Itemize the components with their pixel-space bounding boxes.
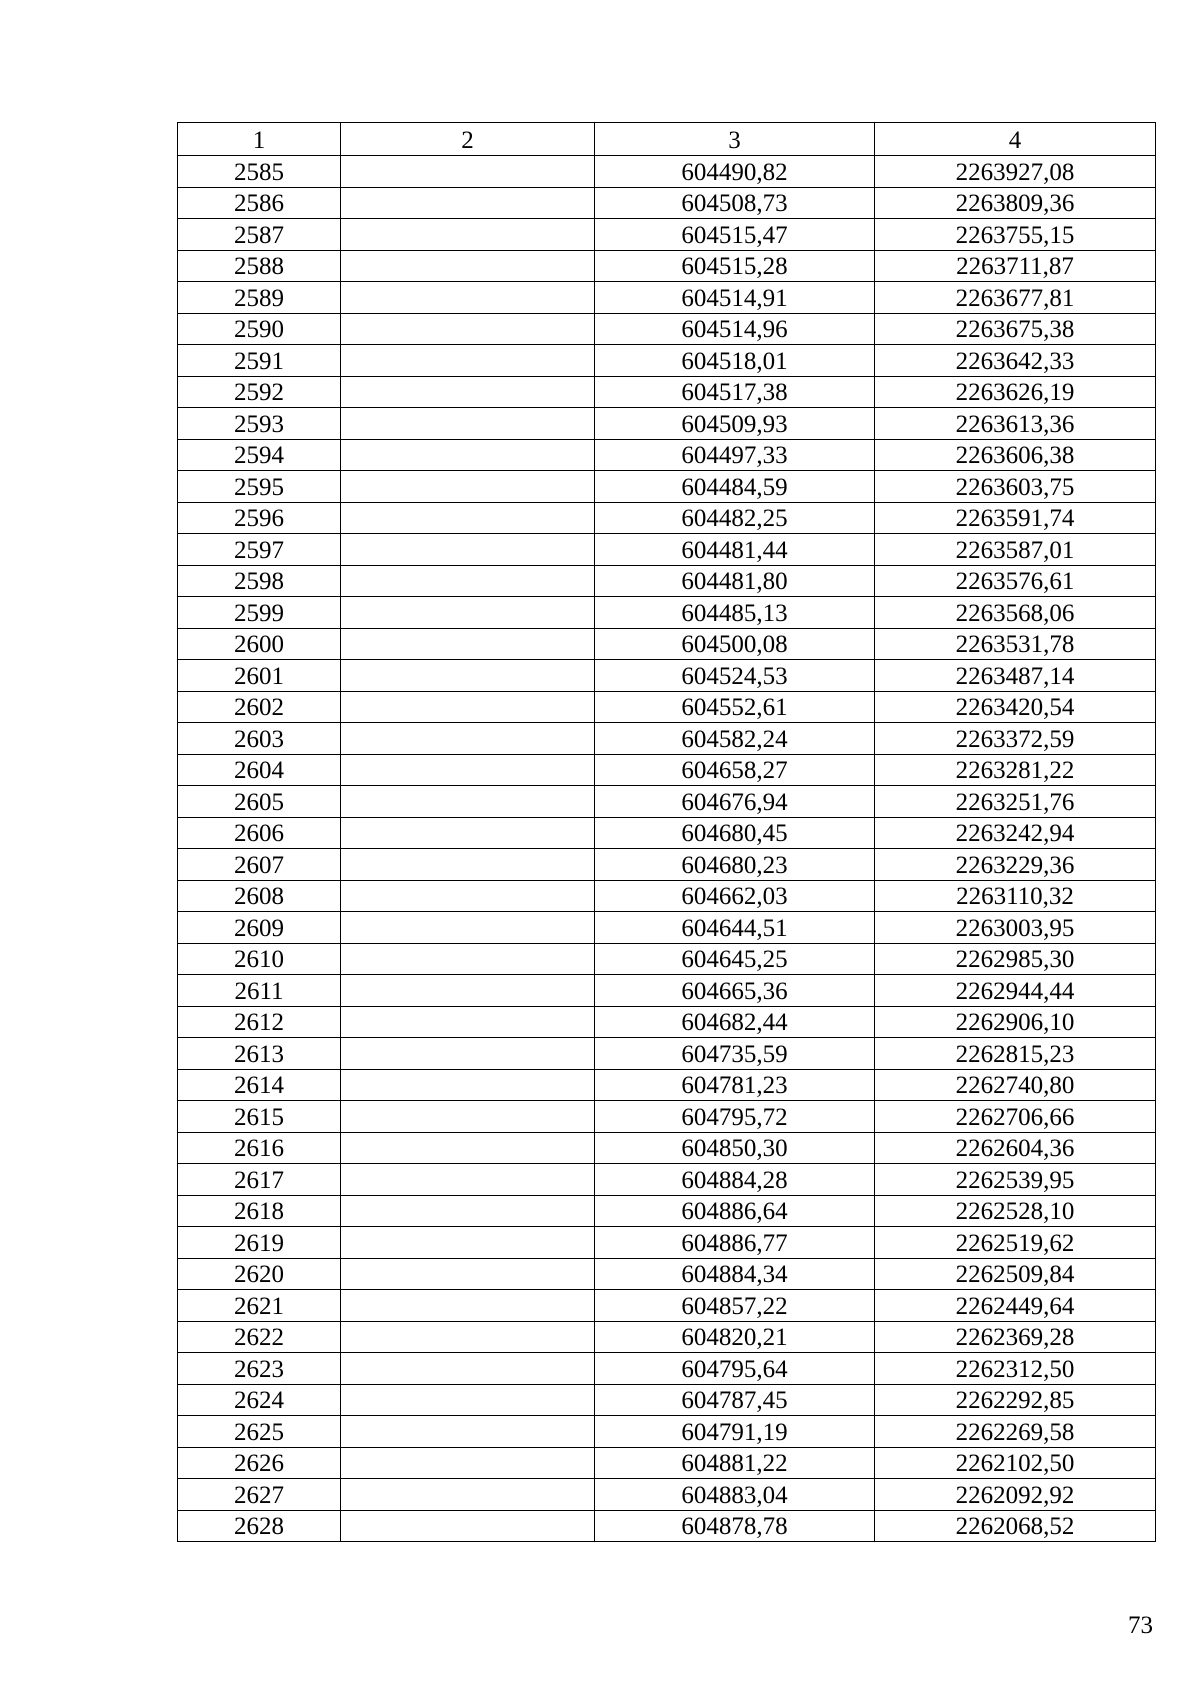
description-cell xyxy=(341,219,595,251)
description-cell xyxy=(341,1321,595,1353)
x-coordinate-cell: 604481,80 xyxy=(595,565,875,597)
x-coordinate-cell: 604883,04 xyxy=(595,1479,875,1511)
description-cell xyxy=(341,1353,595,1385)
y-coordinate-cell: 2263420,54 xyxy=(875,691,1156,723)
description-cell xyxy=(341,975,595,1007)
table-row xyxy=(178,1290,1156,1322)
table-row xyxy=(178,786,1156,818)
point-number-cell: 2607 xyxy=(178,849,341,881)
x-coordinate-cell: 604524,53 xyxy=(595,660,875,692)
table-row xyxy=(178,1101,1156,1133)
x-coordinate-cell: 604645,25 xyxy=(595,943,875,975)
description-cell xyxy=(341,1132,595,1164)
table-row xyxy=(178,471,1156,503)
x-coordinate-cell: 604514,96 xyxy=(595,313,875,345)
x-coordinate-cell: 604857,22 xyxy=(595,1290,875,1322)
y-coordinate-cell: 2263711,87 xyxy=(875,250,1156,282)
x-coordinate-cell: 604665,36 xyxy=(595,975,875,1007)
y-coordinate-cell: 2262944,44 xyxy=(875,975,1156,1007)
point-number-cell: 2617 xyxy=(178,1164,341,1196)
description-cell xyxy=(341,786,595,818)
x-coordinate-cell: 604552,61 xyxy=(595,691,875,723)
x-coordinate-cell: 604518,01 xyxy=(595,345,875,377)
description-cell xyxy=(341,1479,595,1511)
x-coordinate-cell: 604881,22 xyxy=(595,1447,875,1479)
x-coordinate-cell: 604884,34 xyxy=(595,1258,875,1290)
y-coordinate-cell: 2263576,61 xyxy=(875,565,1156,597)
table-row xyxy=(178,817,1156,849)
point-number-cell: 2600 xyxy=(178,628,341,660)
y-coordinate-cell: 2262369,28 xyxy=(875,1321,1156,1353)
point-number-cell: 2621 xyxy=(178,1290,341,1322)
description-cell xyxy=(341,1384,595,1416)
description-cell xyxy=(341,502,595,534)
y-coordinate-cell: 2263587,01 xyxy=(875,534,1156,566)
table-row xyxy=(178,345,1156,377)
y-coordinate-cell: 2262068,52 xyxy=(875,1510,1156,1542)
table-row xyxy=(178,1353,1156,1385)
description-cell xyxy=(341,943,595,975)
description-cell xyxy=(341,313,595,345)
x-coordinate-cell: 604644,51 xyxy=(595,912,875,944)
y-coordinate-cell: 2262539,95 xyxy=(875,1164,1156,1196)
y-coordinate-cell: 2262815,23 xyxy=(875,1038,1156,1070)
point-number-cell: 2594 xyxy=(178,439,341,471)
table-row xyxy=(178,723,1156,755)
point-number-cell: 2604 xyxy=(178,754,341,786)
table-row xyxy=(178,156,1156,188)
y-coordinate-cell: 2262292,85 xyxy=(875,1384,1156,1416)
description-cell xyxy=(341,691,595,723)
point-number-cell: 2628 xyxy=(178,1510,341,1542)
y-coordinate-cell: 2262528,10 xyxy=(875,1195,1156,1227)
table-row xyxy=(178,1164,1156,1196)
x-coordinate-cell: 604682,44 xyxy=(595,1006,875,1038)
x-coordinate-cell: 604485,13 xyxy=(595,597,875,629)
description-cell xyxy=(341,439,595,471)
description-cell xyxy=(341,754,595,786)
x-coordinate-cell: 604886,77 xyxy=(595,1227,875,1259)
y-coordinate-cell: 2263568,06 xyxy=(875,597,1156,629)
x-coordinate-cell: 604850,30 xyxy=(595,1132,875,1164)
point-number-cell: 2597 xyxy=(178,534,341,566)
description-cell xyxy=(341,408,595,440)
y-coordinate-cell: 2263242,94 xyxy=(875,817,1156,849)
point-number-cell: 2605 xyxy=(178,786,341,818)
x-coordinate-cell: 604820,21 xyxy=(595,1321,875,1353)
point-number-cell: 2611 xyxy=(178,975,341,1007)
y-coordinate-cell: 2263613,36 xyxy=(875,408,1156,440)
point-number-cell: 2599 xyxy=(178,597,341,629)
x-coordinate-cell: 604515,28 xyxy=(595,250,875,282)
y-coordinate-cell: 2263675,38 xyxy=(875,313,1156,345)
y-coordinate-cell: 2262449,64 xyxy=(875,1290,1156,1322)
table-row xyxy=(178,250,1156,282)
description-cell xyxy=(341,156,595,188)
table-row xyxy=(178,912,1156,944)
x-coordinate-cell: 604508,73 xyxy=(595,187,875,219)
table-row xyxy=(178,1069,1156,1101)
column-header-4: 4 xyxy=(875,123,1156,156)
description-cell xyxy=(341,1227,595,1259)
point-number-cell: 2616 xyxy=(178,1132,341,1164)
x-coordinate-cell: 604781,23 xyxy=(595,1069,875,1101)
description-cell xyxy=(341,1258,595,1290)
table-row xyxy=(178,1132,1156,1164)
description-cell xyxy=(341,1290,595,1322)
x-coordinate-cell: 604680,23 xyxy=(595,849,875,881)
table-row xyxy=(178,597,1156,629)
y-coordinate-cell: 2263677,81 xyxy=(875,282,1156,314)
x-coordinate-cell: 604658,27 xyxy=(595,754,875,786)
header-row xyxy=(178,123,1156,156)
description-cell xyxy=(341,1195,595,1227)
y-coordinate-cell: 2263281,22 xyxy=(875,754,1156,786)
description-cell xyxy=(341,723,595,755)
table-row xyxy=(178,1258,1156,1290)
x-coordinate-cell: 604497,33 xyxy=(595,439,875,471)
x-coordinate-cell: 604484,59 xyxy=(595,471,875,503)
table-row xyxy=(178,1479,1156,1511)
description-cell xyxy=(341,187,595,219)
table-row xyxy=(178,880,1156,912)
y-coordinate-cell: 2263110,32 xyxy=(875,880,1156,912)
table-row xyxy=(178,439,1156,471)
description-cell xyxy=(341,660,595,692)
description-cell xyxy=(341,1164,595,1196)
x-coordinate-cell: 604500,08 xyxy=(595,628,875,660)
point-number-cell: 2601 xyxy=(178,660,341,692)
y-coordinate-cell: 2262740,80 xyxy=(875,1069,1156,1101)
point-number-cell: 2609 xyxy=(178,912,341,944)
x-coordinate-cell: 604791,19 xyxy=(595,1416,875,1448)
table-row xyxy=(178,1321,1156,1353)
y-coordinate-cell: 2262706,66 xyxy=(875,1101,1156,1133)
table-row xyxy=(178,1195,1156,1227)
y-coordinate-cell: 2262269,58 xyxy=(875,1416,1156,1448)
y-coordinate-cell: 2262312,50 xyxy=(875,1353,1156,1385)
y-coordinate-cell: 2263372,59 xyxy=(875,723,1156,755)
table-row xyxy=(178,219,1156,251)
x-coordinate-cell: 604662,03 xyxy=(595,880,875,912)
description-cell xyxy=(341,1101,595,1133)
y-coordinate-cell: 2263487,14 xyxy=(875,660,1156,692)
description-cell xyxy=(341,849,595,881)
point-number-cell: 2608 xyxy=(178,880,341,912)
table-row xyxy=(178,628,1156,660)
table-body xyxy=(178,156,1156,1542)
description-cell xyxy=(341,1006,595,1038)
table-row xyxy=(178,408,1156,440)
description-cell xyxy=(341,471,595,503)
y-coordinate-cell: 2263531,78 xyxy=(875,628,1156,660)
point-number-cell: 2615 xyxy=(178,1101,341,1133)
table-row xyxy=(178,849,1156,881)
point-number-cell: 2598 xyxy=(178,565,341,597)
y-coordinate-cell: 2262906,10 xyxy=(875,1006,1156,1038)
x-coordinate-cell: 604509,93 xyxy=(595,408,875,440)
point-number-cell: 2622 xyxy=(178,1321,341,1353)
y-coordinate-cell: 2263251,76 xyxy=(875,786,1156,818)
x-coordinate-cell: 604481,44 xyxy=(595,534,875,566)
y-coordinate-cell: 2263591,74 xyxy=(875,502,1156,534)
description-cell xyxy=(341,628,595,660)
x-coordinate-cell: 604482,25 xyxy=(595,502,875,534)
x-coordinate-cell: 604515,47 xyxy=(595,219,875,251)
table-row xyxy=(178,691,1156,723)
description-cell xyxy=(341,250,595,282)
table-row xyxy=(178,565,1156,597)
table-row xyxy=(178,1038,1156,1070)
x-coordinate-cell: 604582,24 xyxy=(595,723,875,755)
point-number-cell: 2618 xyxy=(178,1195,341,1227)
x-coordinate-cell: 604490,82 xyxy=(595,156,875,188)
x-coordinate-cell: 604878,78 xyxy=(595,1510,875,1542)
description-cell xyxy=(341,1510,595,1542)
column-header-1: 1 xyxy=(178,123,341,156)
y-coordinate-cell: 2262509,84 xyxy=(875,1258,1156,1290)
point-number-cell: 2596 xyxy=(178,502,341,534)
point-number-cell: 2612 xyxy=(178,1006,341,1038)
table-row xyxy=(178,376,1156,408)
point-number-cell: 2625 xyxy=(178,1416,341,1448)
point-number-cell: 2614 xyxy=(178,1069,341,1101)
y-coordinate-cell: 2263606,38 xyxy=(875,439,1156,471)
description-cell xyxy=(341,1038,595,1070)
y-coordinate-cell: 2263003,95 xyxy=(875,912,1156,944)
table-row xyxy=(178,1227,1156,1259)
table-row xyxy=(178,1510,1156,1542)
table-row xyxy=(178,660,1156,692)
point-number-cell: 2606 xyxy=(178,817,341,849)
table-row xyxy=(178,187,1156,219)
point-number-cell: 2590 xyxy=(178,313,341,345)
y-coordinate-cell: 2263809,36 xyxy=(875,187,1156,219)
x-coordinate-cell: 604676,94 xyxy=(595,786,875,818)
y-coordinate-cell: 2263755,15 xyxy=(875,219,1156,251)
description-cell xyxy=(341,912,595,944)
column-header-3: 3 xyxy=(595,123,875,156)
description-cell xyxy=(341,376,595,408)
description-cell xyxy=(341,565,595,597)
x-coordinate-cell: 604884,28 xyxy=(595,1164,875,1196)
table-row xyxy=(178,1416,1156,1448)
y-coordinate-cell: 2263642,33 xyxy=(875,345,1156,377)
x-coordinate-cell: 604795,72 xyxy=(595,1101,875,1133)
table-row xyxy=(178,534,1156,566)
table-row xyxy=(178,975,1156,1007)
description-cell xyxy=(341,880,595,912)
x-coordinate-cell: 604795,64 xyxy=(595,1353,875,1385)
y-coordinate-cell: 2263626,19 xyxy=(875,376,1156,408)
page-number: 73 xyxy=(1128,1612,1153,1639)
point-number-cell: 2610 xyxy=(178,943,341,975)
point-number-cell: 2620 xyxy=(178,1258,341,1290)
x-coordinate-cell: 604886,64 xyxy=(595,1195,875,1227)
point-number-cell: 2587 xyxy=(178,219,341,251)
point-number-cell: 2626 xyxy=(178,1447,341,1479)
point-number-cell: 2623 xyxy=(178,1353,341,1385)
point-number-cell: 2602 xyxy=(178,691,341,723)
y-coordinate-cell: 2262519,62 xyxy=(875,1227,1156,1259)
y-coordinate-cell: 2263603,75 xyxy=(875,471,1156,503)
y-coordinate-cell: 2262092,92 xyxy=(875,1479,1156,1511)
table-row xyxy=(178,754,1156,786)
point-number-cell: 2595 xyxy=(178,471,341,503)
y-coordinate-cell: 2262985,30 xyxy=(875,943,1156,975)
y-coordinate-cell: 2263927,08 xyxy=(875,156,1156,188)
x-coordinate-cell: 604787,45 xyxy=(595,1384,875,1416)
table-row xyxy=(178,313,1156,345)
table-row xyxy=(178,502,1156,534)
x-coordinate-cell: 604680,45 xyxy=(595,817,875,849)
table-row xyxy=(178,1384,1156,1416)
y-coordinate-cell: 2263229,36 xyxy=(875,849,1156,881)
point-number-cell: 2591 xyxy=(178,345,341,377)
x-coordinate-cell: 604514,91 xyxy=(595,282,875,314)
point-number-cell: 2613 xyxy=(178,1038,341,1070)
table-row xyxy=(178,1006,1156,1038)
table-row xyxy=(178,282,1156,314)
description-cell xyxy=(341,1447,595,1479)
column-header-2: 2 xyxy=(341,123,595,156)
point-number-cell: 2585 xyxy=(178,156,341,188)
description-cell xyxy=(341,345,595,377)
y-coordinate-cell: 2262102,50 xyxy=(875,1447,1156,1479)
table-row xyxy=(178,1447,1156,1479)
x-coordinate-cell: 604735,59 xyxy=(595,1038,875,1070)
point-number-cell: 2619 xyxy=(178,1227,341,1259)
coordinates-table xyxy=(177,122,1156,1542)
point-number-cell: 2624 xyxy=(178,1384,341,1416)
point-number-cell: 2586 xyxy=(178,187,341,219)
point-number-cell: 2592 xyxy=(178,376,341,408)
y-coordinate-cell: 2262604,36 xyxy=(875,1132,1156,1164)
description-cell xyxy=(341,1069,595,1101)
description-cell xyxy=(341,282,595,314)
x-coordinate-cell: 604517,38 xyxy=(595,376,875,408)
description-cell xyxy=(341,534,595,566)
point-number-cell: 2627 xyxy=(178,1479,341,1511)
point-number-cell: 2588 xyxy=(178,250,341,282)
point-number-cell: 2603 xyxy=(178,723,341,755)
description-cell xyxy=(341,817,595,849)
description-cell xyxy=(341,1416,595,1448)
description-cell xyxy=(341,597,595,629)
point-number-cell: 2593 xyxy=(178,408,341,440)
table-row xyxy=(178,943,1156,975)
point-number-cell: 2589 xyxy=(178,282,341,314)
